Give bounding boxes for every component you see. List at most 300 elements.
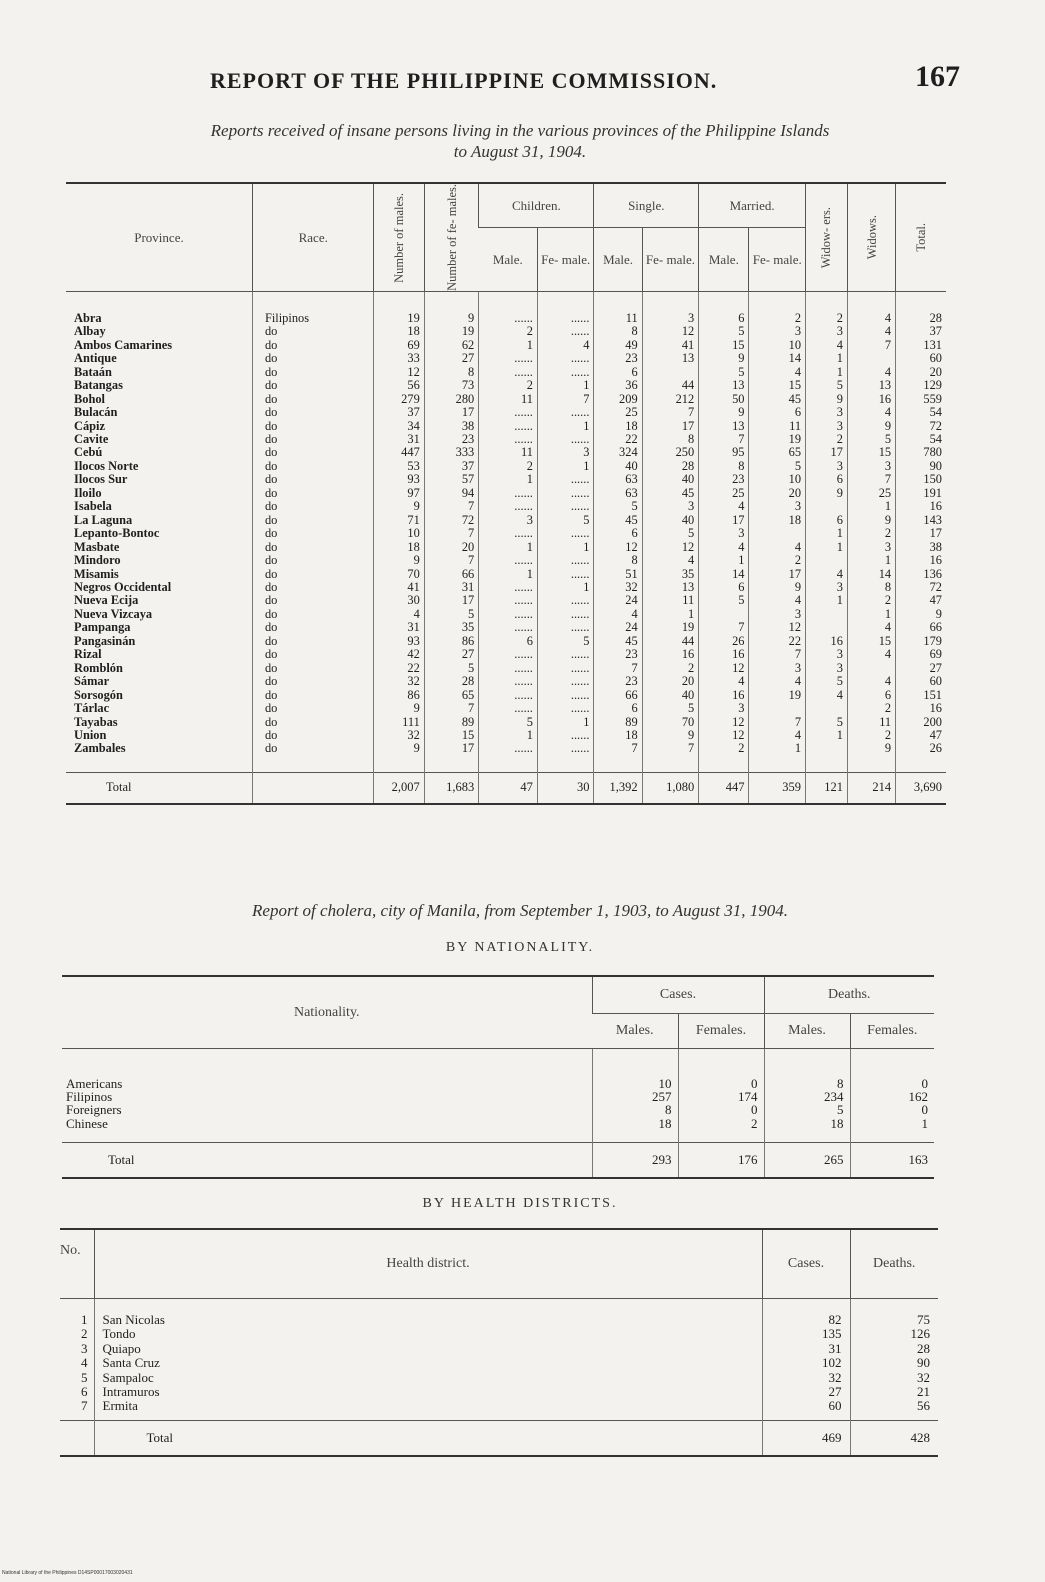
table-row	[66, 662, 946, 675]
cell-province: La Laguna	[74, 513, 133, 527]
cell-widowers: 3	[806, 325, 848, 338]
cell-children-female: ......	[537, 568, 594, 581]
cell-widowers: 2	[806, 291, 848, 325]
col-header-total: Total.	[896, 183, 946, 291]
cell-children-female: ......	[537, 689, 594, 702]
cell-num-males: 70	[374, 568, 424, 581]
cell-province: Antique	[74, 352, 117, 366]
cell-married-female: 65	[749, 446, 806, 459]
cell-no: 4	[81, 1355, 88, 1371]
cell-num-females: 31	[424, 581, 478, 594]
cell-single-male: 4	[594, 608, 642, 621]
cell-single-female: 35	[642, 568, 699, 581]
cell-single-male: 12	[594, 541, 642, 554]
cell-province: Bohol	[74, 392, 105, 406]
cell-deaths-females: 0	[850, 1103, 934, 1116]
cell-num-females: 9	[424, 291, 478, 325]
cell-single-female: 12	[642, 541, 699, 554]
cell-children-female: ......	[537, 366, 594, 379]
table-row	[66, 325, 946, 338]
cell-race: do	[252, 433, 374, 446]
cell-married-female: 3	[749, 500, 806, 513]
table-row	[66, 339, 946, 352]
cell-province: Cavite	[74, 432, 109, 446]
cell-children-female: ......	[537, 594, 594, 607]
cell-widowers: 3	[806, 662, 848, 675]
cell-married-female: 15	[749, 379, 806, 392]
cell-deaths: 75	[850, 1299, 938, 1328]
table-row	[62, 1049, 934, 1091]
cell-race: do	[252, 325, 374, 338]
cell-num-females: 73	[424, 379, 478, 392]
cell-race: do	[252, 675, 374, 688]
cell-widows: 1	[847, 554, 895, 567]
cell-race: do	[252, 608, 374, 621]
cell-children-male: ......	[479, 689, 538, 702]
cell-widows: 4	[847, 291, 895, 325]
cell-children-female: ......	[537, 500, 594, 513]
cell-province: Cápiz	[74, 419, 105, 433]
total-num-females: 1,683	[424, 772, 478, 804]
page-title: REPORT OF THE PHILIPPINE COMMISSION.	[210, 68, 718, 93]
cell-married-male: 9	[699, 352, 749, 365]
cell-total: 559	[896, 393, 946, 406]
table-row	[66, 581, 946, 594]
cell-single-female: 28	[642, 460, 699, 473]
cell-married-male: 6	[699, 291, 749, 325]
cell-total: 151	[896, 689, 946, 702]
cell-district: Sampaloc	[94, 1371, 762, 1385]
cell-single-female: 13	[642, 352, 699, 365]
cell-total: 66	[896, 621, 946, 634]
cell-single-female: 12	[642, 325, 699, 338]
cell-cases-males: 257	[592, 1090, 678, 1103]
col-header-deaths-females: Females.	[850, 1014, 934, 1049]
total-single-male: 1,392	[594, 772, 642, 804]
cell-children-male: 1	[479, 729, 538, 742]
cell-children-male: ......	[479, 581, 538, 594]
cell-children-male: 5	[479, 716, 538, 729]
cell-married-female	[749, 527, 806, 540]
cell-province: Zambales	[74, 742, 126, 756]
total-nationality: Total	[62, 1142, 592, 1178]
cell-district: Quiapo	[94, 1342, 762, 1356]
cell-total: 28	[896, 291, 946, 325]
cell-married-female: 45	[749, 393, 806, 406]
cell-widows: 4	[847, 675, 895, 688]
table-row	[60, 1399, 938, 1420]
cell-race: do	[252, 742, 374, 772]
cell-num-females: 333	[424, 446, 478, 459]
cell-widowers	[806, 742, 848, 772]
cell-married-male: 5	[699, 366, 749, 379]
cell-widows	[847, 352, 895, 365]
cell-children-female: 1	[537, 379, 594, 392]
table-row	[66, 689, 946, 702]
cell-num-females: 35	[424, 621, 478, 634]
cell-children-male: 2	[479, 325, 538, 338]
cell-children-male: ......	[479, 500, 538, 513]
table-row	[66, 621, 946, 634]
cell-married-male: 5	[699, 594, 749, 607]
cell-widowers	[806, 554, 848, 567]
table-row	[60, 1299, 938, 1328]
cell-race: do	[252, 662, 374, 675]
col-header-single-female: Fe- male.	[642, 227, 699, 291]
cell-cases: 60	[762, 1399, 850, 1420]
cell-deaths: 126	[850, 1327, 938, 1341]
cell-no: 1	[81, 1312, 88, 1327]
cell-race: do	[252, 689, 374, 702]
cell-married-male: 6	[699, 581, 749, 594]
cell-single-male: 23	[594, 352, 642, 365]
cell-province: Bulacán	[74, 406, 118, 420]
cell-num-females: 8	[424, 366, 478, 379]
cell-num-males: 37	[374, 406, 424, 419]
total-province: Total	[66, 772, 252, 804]
cell-single-male: 6	[594, 366, 642, 379]
table-row	[66, 500, 946, 513]
col-header-widows: Widows.	[847, 183, 895, 291]
col-header-widowers: Widow- ers.	[806, 183, 848, 291]
cell-married-female: 4	[749, 594, 806, 607]
cell-children-female: ......	[537, 527, 594, 540]
cell-single-female: 1	[642, 608, 699, 621]
cell-widows: 2	[847, 702, 895, 715]
cell-married-female: 9	[749, 581, 806, 594]
cell-race: do	[252, 648, 374, 661]
cell-deaths-females: 0	[850, 1049, 934, 1091]
cell-nationality: Filipinos	[66, 1090, 113, 1104]
cell-province: Romblón	[74, 661, 123, 675]
cell-single-female: 16	[642, 648, 699, 661]
col-header-deaths: Deaths.	[764, 976, 934, 1014]
cell-province: Cebú	[74, 446, 103, 460]
cell-total: 179	[896, 635, 946, 648]
cell-married-male: 95	[699, 446, 749, 459]
cell-province: Albay	[74, 325, 106, 339]
cell-children-female: 1	[537, 716, 594, 729]
cell-children-female: 5	[537, 514, 594, 527]
insane-persons-table-body	[66, 291, 946, 772]
cell-widows: 13	[847, 379, 895, 392]
cell-total: 16	[896, 500, 946, 513]
cell-district: Santa Cruz	[94, 1356, 762, 1370]
cell-married-female: 19	[749, 689, 806, 702]
cell-children-female: ......	[537, 662, 594, 675]
total-married-female: 359	[749, 772, 806, 804]
cell-married-female: 3	[749, 325, 806, 338]
cell-widowers: 3	[806, 460, 848, 473]
cell-children-male: ......	[479, 675, 538, 688]
cell-children-male: ......	[479, 487, 538, 500]
cell-children-male: ......	[479, 648, 538, 661]
cell-deaths-females: 1	[850, 1117, 934, 1143]
cell-widowers: 5	[806, 675, 848, 688]
cell-single-male: 6	[594, 702, 642, 715]
cell-num-males: 71	[374, 514, 424, 527]
cell-widows: 1	[847, 500, 895, 513]
cell-widows: 16	[847, 393, 895, 406]
cell-total: 16	[896, 702, 946, 715]
cell-num-males: 42	[374, 648, 424, 661]
cell-widowers: 1	[806, 352, 848, 365]
cell-race: do	[252, 621, 374, 634]
total-deaths-females: 163	[850, 1142, 934, 1178]
cell-province: Abra	[74, 310, 102, 325]
cell-single-female: 13	[642, 581, 699, 594]
cell-race: do	[252, 702, 374, 715]
cell-num-males: 18	[374, 325, 424, 338]
cell-children-female: 1	[537, 581, 594, 594]
cell-single-female: 3	[642, 500, 699, 513]
cell-children-female: 7	[537, 393, 594, 406]
running-header	[60, 60, 960, 100]
by-nationality-heading: BY NATIONALITY.	[445, 940, 595, 955]
cell-widowers: 3	[806, 406, 848, 419]
cell-widows: 7	[847, 473, 895, 486]
cholera-by-district-table	[60, 1228, 938, 1457]
cell-single-female: 3	[642, 291, 699, 325]
cell-num-males: 18	[374, 541, 424, 554]
cell-nationality: Chinese	[66, 1116, 108, 1131]
cell-children-female: ......	[537, 325, 594, 338]
col-header-cases: Cases.	[592, 976, 764, 1014]
cell-race: do	[252, 514, 374, 527]
cell-deaths-males: 5	[764, 1103, 850, 1116]
cell-race: do	[252, 581, 374, 594]
cell-deaths: 56	[850, 1399, 938, 1420]
cell-num-males: 9	[374, 702, 424, 715]
cell-single-female: 8	[642, 433, 699, 446]
cell-num-females: 7	[424, 527, 478, 540]
table-row	[66, 702, 946, 715]
cell-married-female: 19	[749, 433, 806, 446]
cell-widows: 4	[847, 621, 895, 634]
cell-num-females: 17	[424, 406, 478, 419]
cell-widows: 4	[847, 325, 895, 338]
cell-children-male: ......	[479, 621, 538, 634]
cell-children-male: 2	[479, 460, 538, 473]
cell-total: 27	[896, 662, 946, 675]
table-row	[60, 1327, 938, 1341]
cell-race: do	[252, 446, 374, 459]
cell-single-male: 7	[594, 662, 642, 675]
cell-num-females: 65	[424, 689, 478, 702]
cell-num-females: 66	[424, 568, 478, 581]
cell-num-males: 41	[374, 581, 424, 594]
cell-num-males: 33	[374, 352, 424, 365]
cell-num-males: 53	[374, 460, 424, 473]
cell-no: 5	[81, 1369, 88, 1385]
cell-widows: 11	[847, 716, 895, 729]
cell-married-male: 4	[699, 541, 749, 554]
cell-province: Pampanga	[74, 621, 131, 635]
cell-cases: 102	[762, 1356, 850, 1370]
cell-single-male: 11	[594, 291, 642, 325]
table-row	[66, 291, 946, 325]
cell-district: Ermita	[94, 1399, 762, 1420]
cell-married-female: 12	[749, 621, 806, 634]
cell-race: do	[252, 594, 374, 607]
table-row	[66, 635, 946, 648]
cell-num-females: 7	[424, 500, 478, 513]
cell-children-female: ......	[537, 729, 594, 742]
table-row	[60, 1385, 938, 1399]
cell-single-male: 63	[594, 473, 642, 486]
total-race	[252, 772, 374, 804]
cell-widows: 6	[847, 689, 895, 702]
cell-total: 72	[896, 420, 946, 433]
cell-married-female: 3	[749, 608, 806, 621]
cell-num-females: 15	[424, 729, 478, 742]
cell-married-female: 17	[749, 568, 806, 581]
col-header-married-male: Male.	[699, 227, 749, 291]
cell-single-male: 32	[594, 581, 642, 594]
col-header-cases-males: Males.	[592, 1014, 678, 1049]
cell-num-females: 94	[424, 487, 478, 500]
cell-total: 69	[896, 648, 946, 661]
cell-children-male: ......	[479, 352, 538, 365]
cell-num-females: 17	[424, 594, 478, 607]
cell-single-female: 41	[642, 339, 699, 352]
cell-married-male: 13	[699, 379, 749, 392]
table-row	[66, 433, 946, 446]
cell-married-male: 26	[699, 635, 749, 648]
col-header-children-female: Fe- male.	[537, 227, 594, 291]
table-row	[66, 379, 946, 392]
cell-married-male: 8	[699, 460, 749, 473]
cell-num-males: 279	[374, 393, 424, 406]
cell-children-female: 1	[537, 420, 594, 433]
cell-num-males: 111	[374, 716, 424, 729]
cell-race: Filipinos	[252, 291, 374, 325]
by-health-districts-heading: BY HEALTH DISTRICTS.	[422, 1196, 618, 1211]
cell-province: Negros Occidental	[74, 580, 172, 594]
total-widows: 214	[847, 772, 895, 804]
table-row	[66, 352, 946, 365]
cell-total: 54	[896, 433, 946, 446]
cell-num-males: 9	[374, 554, 424, 567]
cell-widows: 7	[847, 339, 895, 352]
cell-married-male: 9	[699, 406, 749, 419]
cell-race: do	[252, 406, 374, 419]
cell-single-female: 19	[642, 621, 699, 634]
cholera-by-nationality-table	[62, 975, 934, 1179]
page-number: 167	[915, 60, 960, 93]
cell-widowers	[806, 500, 848, 513]
total-deaths: 428	[850, 1420, 938, 1456]
cell-nationality: Americans	[66, 1076, 123, 1091]
cell-children-female: 4	[537, 339, 594, 352]
cell-single-male: 5	[594, 500, 642, 513]
cholera-report-caption: Report of cholera, city of Manila, from September 1, 1903, to August 31, 1904.	[252, 901, 788, 920]
cell-total: 191	[896, 487, 946, 500]
cell-race: do	[252, 729, 374, 742]
cell-widows: 3	[847, 460, 895, 473]
total-widowers: 121	[806, 772, 848, 804]
cell-children-male: 11	[479, 393, 538, 406]
cell-widowers: 9	[806, 487, 848, 500]
cell-province: Ilocos Norte	[74, 459, 139, 473]
cell-num-females: 27	[424, 352, 478, 365]
cell-no: 3	[81, 1340, 88, 1356]
table-row	[66, 514, 946, 527]
cell-num-males: 31	[374, 621, 424, 634]
cell-province: Tayabas	[74, 715, 118, 729]
total-single-female: 1,080	[642, 772, 699, 804]
cell-province: Ilocos Sur	[74, 473, 128, 487]
col-header-cases-females: Females.	[678, 1014, 764, 1049]
col-header-num-males: Number of males.	[374, 183, 424, 291]
cell-children-male: ......	[479, 594, 538, 607]
table-row	[66, 648, 946, 661]
cell-race: do	[252, 500, 374, 513]
cholera-by-district-body	[60, 1299, 938, 1421]
cell-children-female: 5	[537, 635, 594, 648]
cell-num-males: 30	[374, 594, 424, 607]
cell-children-female: 1	[537, 460, 594, 473]
col-header-district-deaths: Deaths.	[850, 1229, 938, 1299]
cell-num-females: 57	[424, 473, 478, 486]
col-header-health-district: Health district.	[94, 1229, 762, 1299]
cell-num-males: 9	[374, 742, 424, 772]
cell-married-female: 20	[749, 487, 806, 500]
cell-num-males: 69	[374, 339, 424, 352]
cell-widows: 8	[847, 581, 895, 594]
col-header-married-female: Fe- male.	[749, 227, 806, 291]
cell-children-male: 3	[479, 514, 538, 527]
cholera-by-nationality-total-row	[62, 1142, 934, 1178]
table-row	[62, 1117, 934, 1143]
cell-single-female: 20	[642, 675, 699, 688]
table-row	[66, 675, 946, 688]
col-header-province: Province.	[66, 183, 252, 291]
cell-single-male: 45	[594, 514, 642, 527]
cell-race: do	[252, 339, 374, 352]
cell-single-male: 8	[594, 554, 642, 567]
cell-single-male: 209	[594, 393, 642, 406]
cell-widowers: 5	[806, 716, 848, 729]
table-row	[66, 568, 946, 581]
cell-widows: 9	[847, 514, 895, 527]
cell-children-female: ......	[537, 608, 594, 621]
cell-single-female: 40	[642, 514, 699, 527]
cell-num-males: 56	[374, 379, 424, 392]
cell-widows: 4	[847, 648, 895, 661]
cell-single-male: 66	[594, 689, 642, 702]
cell-deaths: 28	[850, 1342, 938, 1356]
cell-children-male: 11	[479, 446, 538, 459]
cell-children-female: ......	[537, 554, 594, 567]
cholera-by-nationality-body	[62, 1049, 934, 1143]
cell-married-male: 16	[699, 648, 749, 661]
cell-num-males: 97	[374, 487, 424, 500]
cell-deaths: 21	[850, 1385, 938, 1399]
table-row	[66, 608, 946, 621]
cell-single-male: 51	[594, 568, 642, 581]
cell-total: 131	[896, 339, 946, 352]
cell-married-female: 14	[749, 352, 806, 365]
cell-cases-females: 2	[678, 1117, 764, 1143]
cell-married-male: 2	[699, 742, 749, 772]
total-district: Total	[94, 1420, 762, 1456]
library-footer: National Library of the Philippines D14SP00017003020431	[2, 1570, 133, 1576]
cell-married-male: 15	[699, 339, 749, 352]
cell-race: do	[252, 420, 374, 433]
cell-deaths-males: 18	[764, 1117, 850, 1143]
cell-married-male: 25	[699, 487, 749, 500]
